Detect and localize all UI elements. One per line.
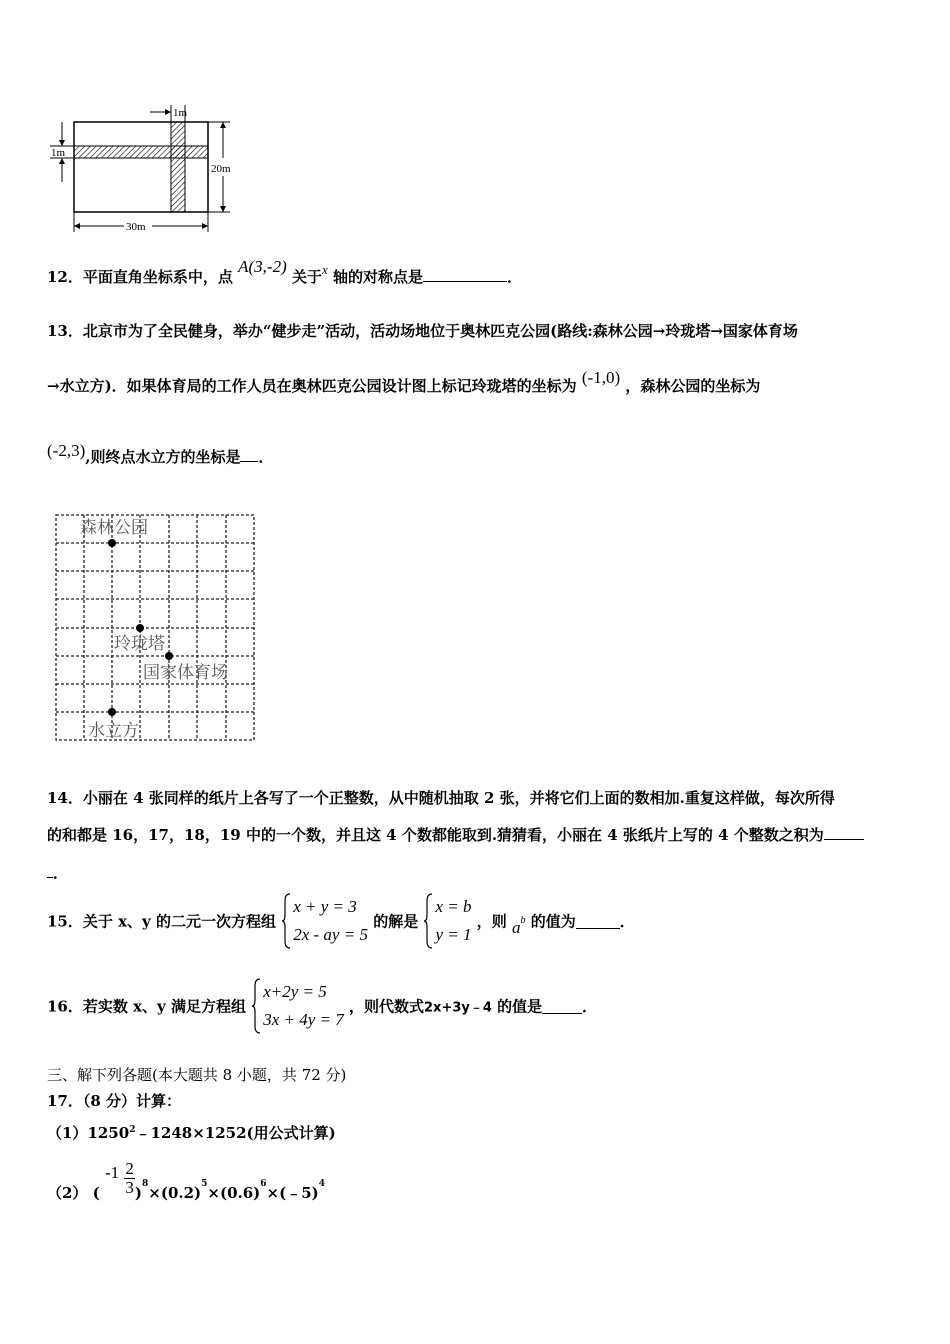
forest-park-dot [108,539,116,547]
national-stadium-label: 国家体育场 [143,663,228,683]
answer-blank[interactable] [542,999,582,1014]
question-14-line3: ． [47,862,68,883]
water-cube-label: 水立方 [88,721,139,741]
horizontal-road [74,146,208,158]
top-width-label: 1m [173,107,188,119]
point-a: A(3,‑2) [238,257,287,276]
linglong-tower-dot [136,624,144,632]
answer-blank[interactable] [423,267,507,282]
question-17-head: 17．（8 分）计算： [47,1092,182,1110]
national-stadium-dot [165,652,173,660]
question-12: 12．平面直角坐标系中，点 A(3,‑2) 关于x 轴的对称点是 ． [47,257,523,286]
fraction: $\frac{2}{3}$ [125,1159,134,1197]
linglong-tower-label: 玲珑塔 [114,634,165,654]
field-rectangle [74,122,208,212]
answer-blank[interactable] [824,825,864,840]
length-label: 30m [126,221,146,233]
answer-blank[interactable] [576,914,620,929]
forest-park-label: 森林公园 [80,518,148,538]
question-13-line2: →水立方)．如果体育局的工作人员在奥林匹克公园设计图上标记玲珑塔的坐标为 (‑1,0) ，森林公园的坐标为 [47,368,761,395]
solution-system: x = b y = 1 [423,893,471,949]
road-diagram [40,100,250,240]
left-width-label: 1m [51,147,66,159]
equation-system: x + y = 3 2x ‑ ay = 5 [281,893,368,949]
question-16: 16．若实数 x、y 满足方程组 x+2y = 5 3x + 4y = 7 ，则代数式2x+3y﹣4 的值是 ． [47,978,597,1034]
question-14-line1: 14．小丽在 4 张同样的纸片上各写了一个正整数，从中随机抽取 2 张，并将它们上面的数相加.重复这样做，每次所得 [47,789,835,807]
question-13-line3: (‑2,3),则终点水立方的坐标是 ． [47,441,274,466]
equation-system: x+2y = 5 3x + 4y = 7 [251,978,344,1034]
water-cube-dot [108,708,116,716]
question-17-part1: $(1)1250^2﹣1248\times 1252$(用公式计算) [47,1124,336,1142]
vertical-road [171,122,185,212]
height-label: 20m [211,163,231,175]
answer-blank[interactable] [240,447,258,462]
park-map [46,510,260,746]
question-17-part2: （2） ( ‑1 $\frac{2}{3}$ )$^8\times(0.2)^5\times(0.6)^6\times(﹣5)^4$ [47,1159,326,1202]
coord-linglong: (‑1,0) [581,368,621,387]
coord-forest: (‑2,3) [47,441,86,460]
question-14-line2: 的和都是 16，17，18，19 中的一个数，并且这 4 个数都能取到.猜猜看，小丽在 4 张纸片上写的 4 个整数之积为 [47,824,864,845]
question-15: 15．关于 x、y 的二元一次方程组 x + y = 3 2x ‑ ay = 5 的解是 x = b y = 1 ，则 ab 的值为 ． [47,893,635,949]
section-3-title: 三、解下列各题(本大题共 8 小题，共 72 分) [47,1066,347,1084]
question-13-line1: 13．北京市为了全民健身，举办“健步走”活动，活动场地位于奥林匹克公园(路线:森林公园→玲珑塔→国家体育场 [47,322,798,340]
